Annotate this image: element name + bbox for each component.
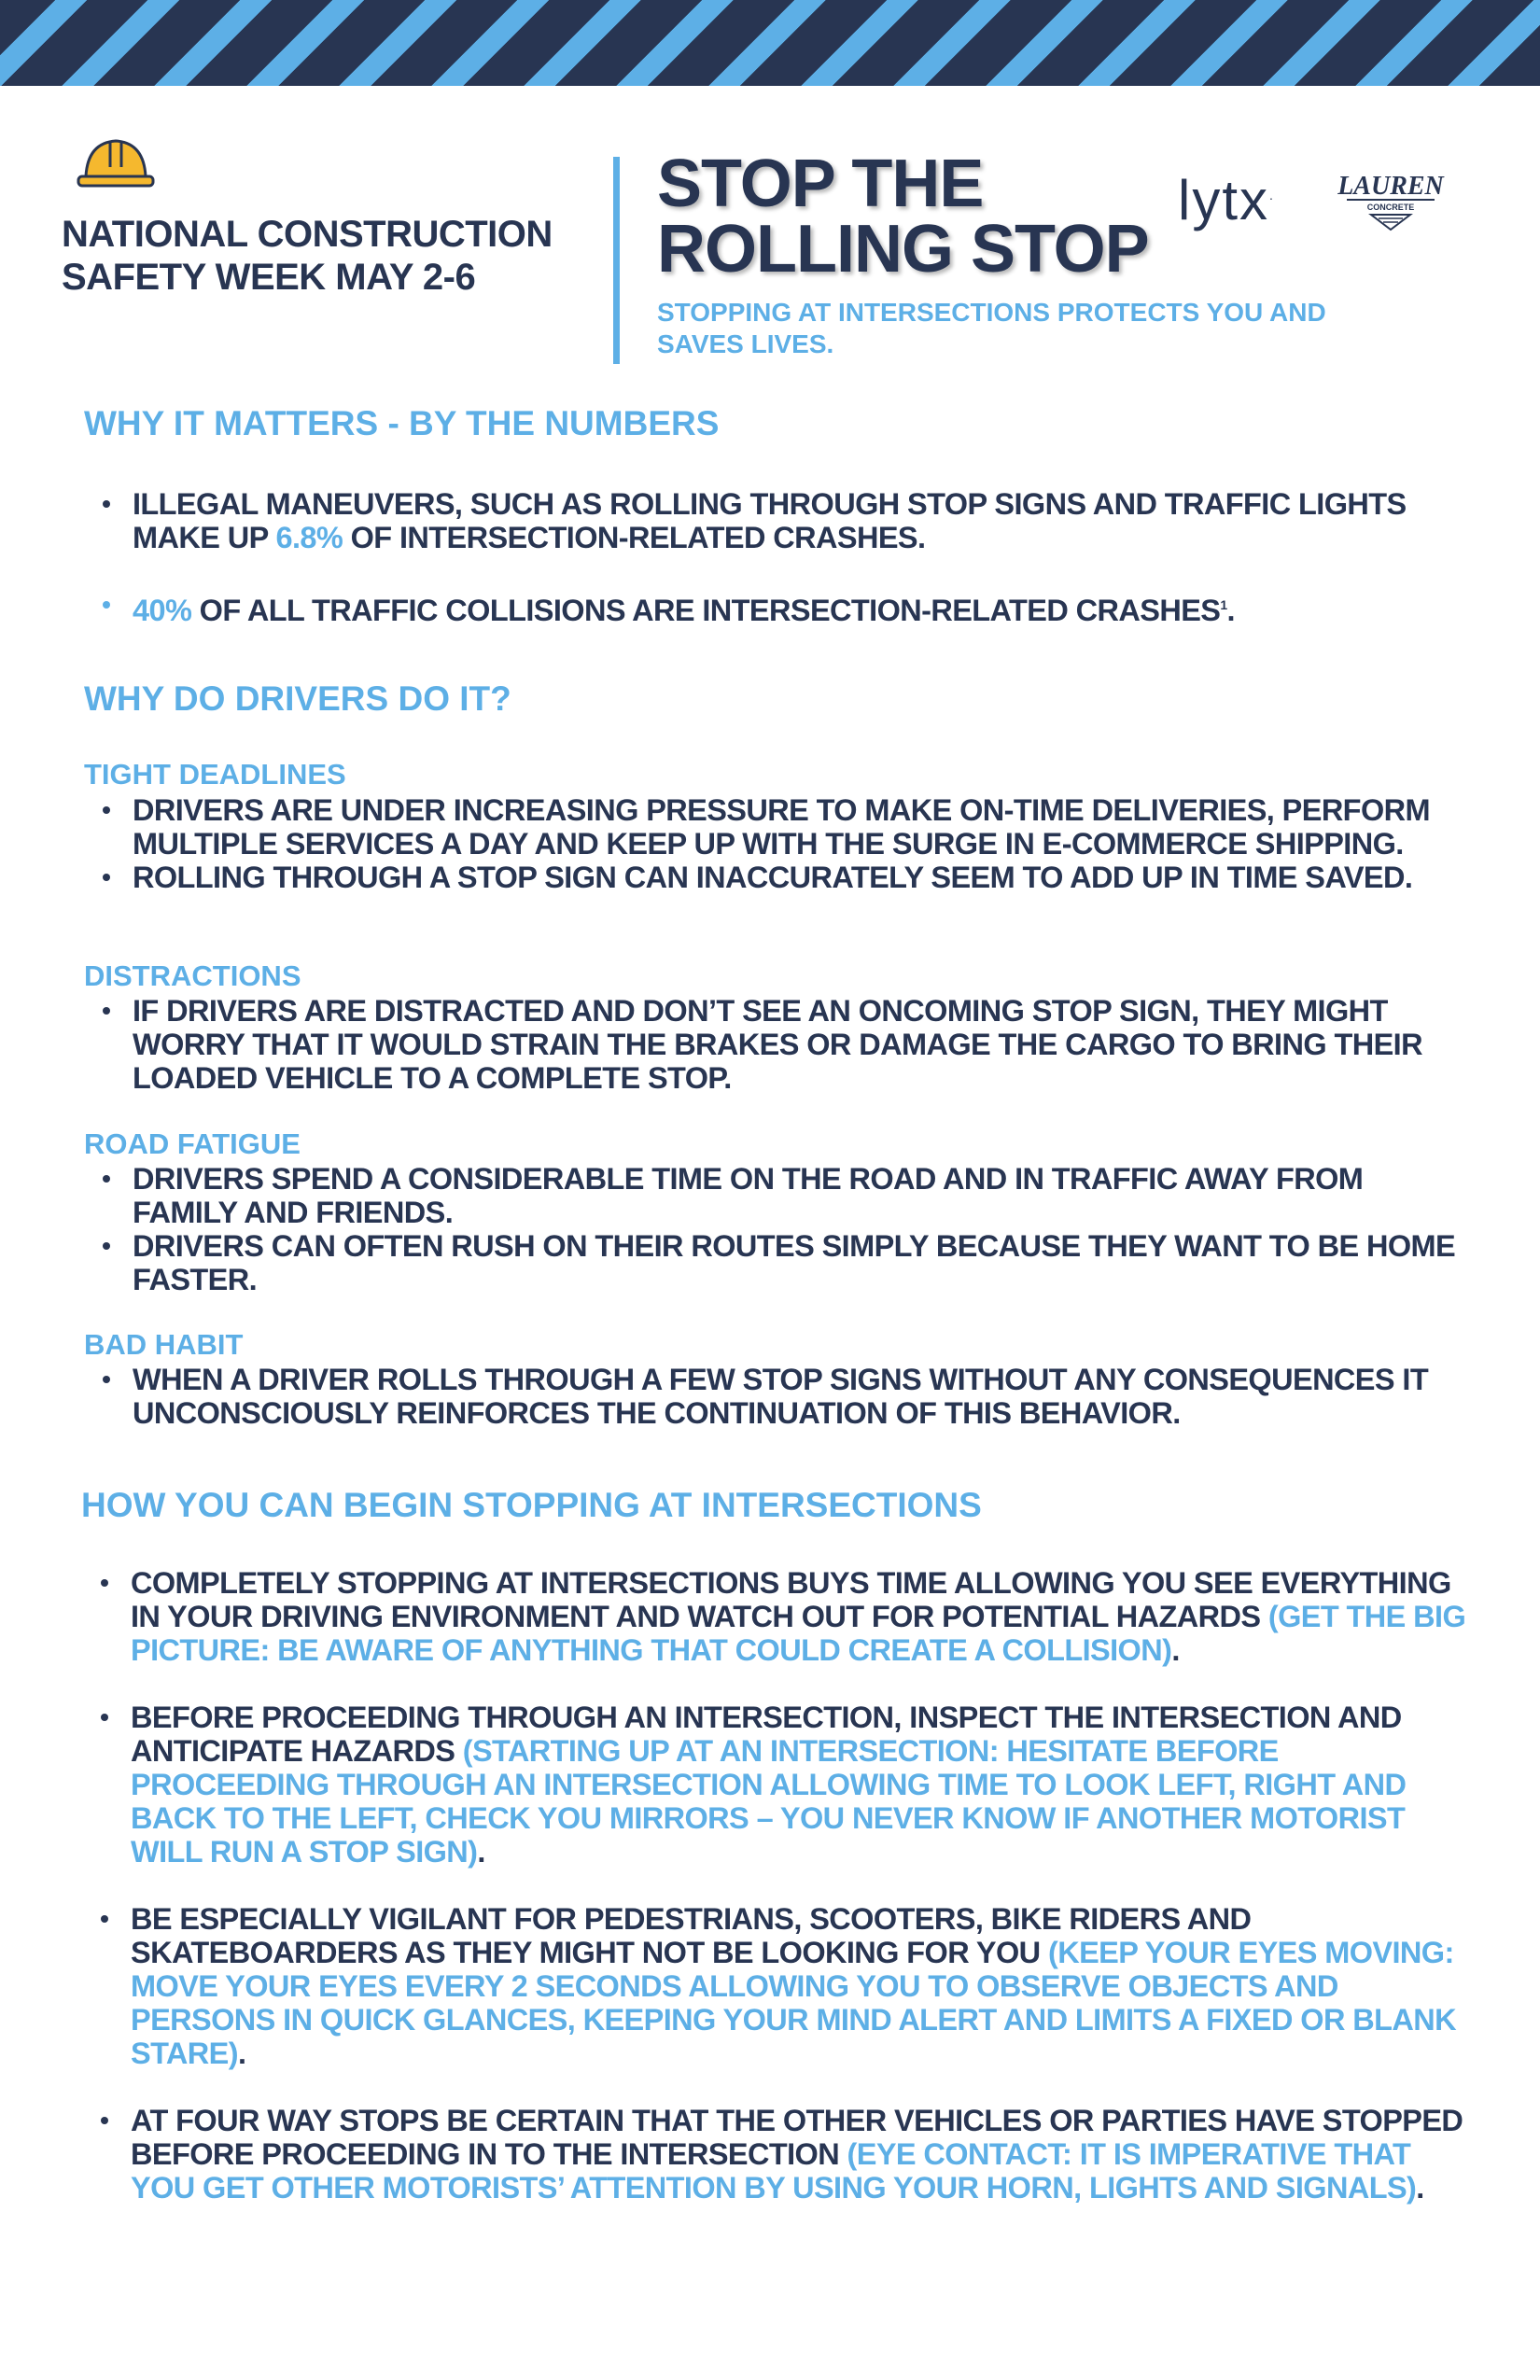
bullet-text: . xyxy=(1171,1633,1180,1667)
how-to-stop-list xyxy=(91,1566,1473,2205)
road-fatigue-list xyxy=(93,1162,1475,1296)
list-item: DRIVERS ARE UNDER INCREASING PRESSURE TO MAKE ON-TIME DELIVERIES, PERFORM MULTIPLE SERVICES A DAY AND KEEP UP WITH THE SURGE IN E-COMMERCE SHIPPING. xyxy=(93,793,1475,861)
list-item xyxy=(91,1902,1473,2070)
tip-text: (GET THE BIG PICTURE: BE AWARE OF ANYTHING THAT COULD CREATE A COLLISION) xyxy=(131,1600,1466,1667)
page-subtitle xyxy=(657,297,1366,360)
section-heading-why-it-matters: WHY IT MATTERS - BY THE NUMBERS xyxy=(84,404,720,442)
list-item: DRIVERS CAN OFTEN RUSH ON THEIR ROUTES SIMPLY BECAUSE THEY WANT TO BE HOME FASTER. xyxy=(93,1229,1475,1296)
subheading-tight-deadlines: TIGHT DEADLINES xyxy=(84,758,346,791)
bullet-text: COMPLETELY STOPPING AT INTERSECTIONS BUYS TIME ALLOWING YOU SEE EVERYTHING IN YOUR DRIVING ENVIRONMENT AND WATCH OUT FOR POTENTIAL HAZARDS xyxy=(131,1566,1451,1633)
lytx-logo: lytx. xyxy=(1178,169,1275,231)
lauren-logo-text: LAUREN xyxy=(1337,172,1444,201)
bullet-text: . xyxy=(1226,593,1235,627)
numbers-list xyxy=(93,487,1475,627)
subheading-distractions: DISTRACTIONS xyxy=(84,959,301,992)
list-item: IF DRIVERS ARE DISTRACTED AND DON’T SEE AN ONCOMING STOP SIGN, THEY MIGHT WORRY THAT IT WOULD STRAIN THE BRAKES OR DAMAGE THE CARGO TO BRING THEIR LOADED VEHICLE TO A COMPLETE STOP. xyxy=(93,994,1475,1095)
bullet-text: OF ALL TRAFFIC COLLISIONS ARE INTERSECTION-RELATED CRASHES xyxy=(191,593,1221,627)
bullet-text: BEFORE PROCEEDING THROUGH AN INTERSECTION, INSPECT THE INTERSECTION AND ANTICIPATE HAZARDS xyxy=(131,1701,1402,1768)
page-title-line1: STOP THE xyxy=(657,147,984,221)
bullet-text: . xyxy=(237,2037,246,2070)
tip-text: (EYE CONTACT: IT IS IMPERATIVE THAT YOU GET OTHER MOTORISTS’ ATTENTION BY USING YOUR HORN, LIGHTS AND SIGNALS) xyxy=(131,2137,1417,2205)
bullet-text: . xyxy=(1416,2171,1424,2205)
section-heading-why-drivers: WHY DO DRIVERS DO IT? xyxy=(84,679,511,718)
event-title-line2: SAFETY WEEK MAY 2-6 xyxy=(62,257,476,298)
list-item xyxy=(91,2104,1473,2205)
list-item xyxy=(93,588,1475,627)
subheading-bad-habit: BAD HABIT xyxy=(84,1328,244,1361)
subheading-road-fatigue: ROAD FATIGUE xyxy=(84,1127,301,1160)
tip-text: (KEEP YOUR EYES MOVING: MOVE YOUR EYES EVERY 2 SECONDS ALLOWING YOU TO OBSERVE OBJECTS AND PERSONS IN QUICK GLANCES, KEEPING YOUR MIND ALERT AND LIMITS A FIXED OR BLANK STARE) xyxy=(131,1936,1456,2070)
bullet-text: OF INTERSECTION-RELATED CRASHES. xyxy=(343,521,926,554)
page-subtitle-line1: STOPPING AT INTERSECTIONS PROTECTS YOU AND xyxy=(657,298,1326,327)
tight-deadlines-list xyxy=(93,793,1475,894)
footnote-marker: 1 xyxy=(1220,597,1227,612)
hard-hat-icon xyxy=(77,135,155,191)
tip-text: (STARTING UP AT AN INTERSECTION: HESITATE BEFORE PROCEEDING THROUGH AN INTERSECTION ALLOWING TIME TO LOOK LEFT, RIGHT AND BACK TO THE LEFT, CHECK YOU MIRRORS – YOU NEVER KNOW IF ANOTHER MOTORIST WILL RUN A STOP SIGN) xyxy=(131,1734,1407,1869)
page-subtitle-line2: SAVES LIVES. xyxy=(657,329,834,358)
bad-habit-list xyxy=(93,1363,1475,1430)
stat-highlight: 40% xyxy=(133,593,192,627)
top-stripe-band xyxy=(0,0,1540,86)
event-title-line1: NATIONAL CONSTRUCTION xyxy=(62,214,553,255)
lytx-logo-text: lytx xyxy=(1178,169,1269,231)
list-item xyxy=(91,1566,1473,1667)
distractions-list xyxy=(93,994,1475,1095)
bullet-text: ILLEGAL MANEUVERS, SUCH AS ROLLING THROUGH STOP SIGNS AND TRAFFIC LIGHTS MAKE UP xyxy=(133,487,1407,554)
list-item: WHEN A DRIVER ROLLS THROUGH A FEW STOP SIGNS WITHOUT ANY CONSEQUENCES IT UNCONSCIOUSLY REINFORCES THE CONTINUATION OF THIS BEHAVIOR. xyxy=(93,1363,1475,1430)
bullet-text: BE ESPECIALLY VIGILANT FOR PEDESTRIANS, SCOOTERS, BIKE RIDERS AND SKATEBOARDERS AS THEY MIGHT NOT BE LOOKING FOR YOU xyxy=(131,1902,1252,1969)
lauren-concrete-logo xyxy=(1330,168,1451,233)
list-item xyxy=(91,1701,1473,1869)
list-item xyxy=(93,487,1475,554)
section-heading-how-to-stop: HOW YOU CAN BEGIN STOPPING AT INTERSECTIONS xyxy=(81,1486,982,1524)
page-title-line2: ROLLING STOP xyxy=(657,212,1149,287)
page-title xyxy=(657,147,1180,287)
stat-highlight: 6.8% xyxy=(275,521,343,554)
list-item: DRIVERS SPEND A CONSIDERABLE TIME ON THE ROAD AND IN TRAFFIC AWAY FROM FAMILY AND FRIENDS. xyxy=(93,1162,1475,1229)
event-title xyxy=(62,213,603,299)
bullet-text: AT FOUR WAY STOPS BE CERTAIN THAT THE OTHER VEHICLES OR PARTIES HAVE STOPPED BEFORE PROCEEDING IN TO THE INTERSECTION xyxy=(131,2104,1463,2171)
list-item: ROLLING THROUGH A STOP SIGN CAN INACCURATELY SEEM TO ADD UP IN TIME SAVED. xyxy=(93,861,1475,894)
bullet-text: . xyxy=(477,1835,485,1869)
header-divider xyxy=(613,157,620,364)
lauren-logo-sub: CONCRETE xyxy=(1366,203,1415,212)
